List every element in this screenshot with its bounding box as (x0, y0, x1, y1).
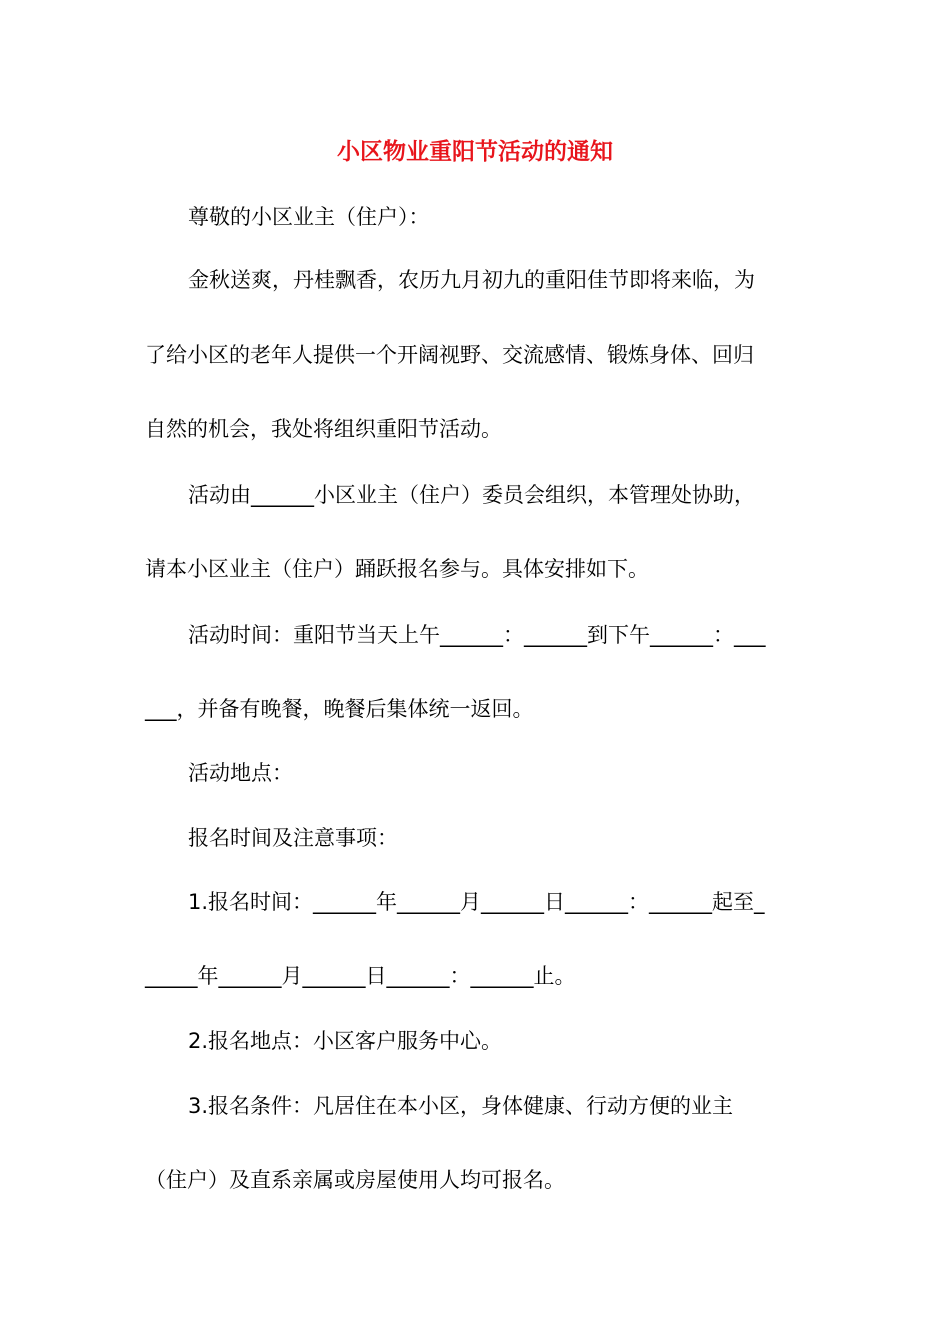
registration-condition-line: （住户）及直系亲属或房屋使用人均可报名。 (145, 1168, 565, 1192)
activity-time-line: ___，并备有晚餐，晚餐后集体统一返回。 (145, 697, 534, 721)
registration-heading: 报名时间及注意事项： (188, 826, 398, 850)
paragraph-line: 请本小区业主（住户）踊跃报名参与。具体安排如下。 (145, 557, 649, 581)
salutation: 尊敬的小区业主（住户）： (188, 205, 430, 229)
registration-time-line: _____年______月______日______：______止。 (145, 964, 576, 988)
paragraph-line: 自然的机会，我处将组织重阳节活动。 (145, 417, 502, 441)
registration-location-line: 2.报名地点：小区客户服务中心。 (188, 1029, 503, 1053)
registration-condition-line: 3.报名条件：凡居住在本小区，身体健康、行动方便的业主 (188, 1094, 734, 1118)
paragraph-line: 活动由______小区业主（住户）委员会组织，本管理处协助， (188, 483, 755, 507)
paragraph-line: 了给小区的老年人提供一个开阔视野、交流感情、锻炼身体、回归 (145, 343, 754, 367)
document-title: 小区物业重阳节活动的通知 (337, 139, 613, 165)
activity-time-line: 活动时间：重阳节当天上午______：______到下午______：___ (188, 623, 766, 647)
registration-time-line: 1.报名时间：______年______月______日______：______起至_ (188, 890, 765, 914)
paragraph-line: 金秋送爽，丹桂飘香，农历九月初九的重阳佳节即将来临，为 (188, 268, 755, 292)
activity-location-line: 活动地点： (188, 761, 293, 785)
